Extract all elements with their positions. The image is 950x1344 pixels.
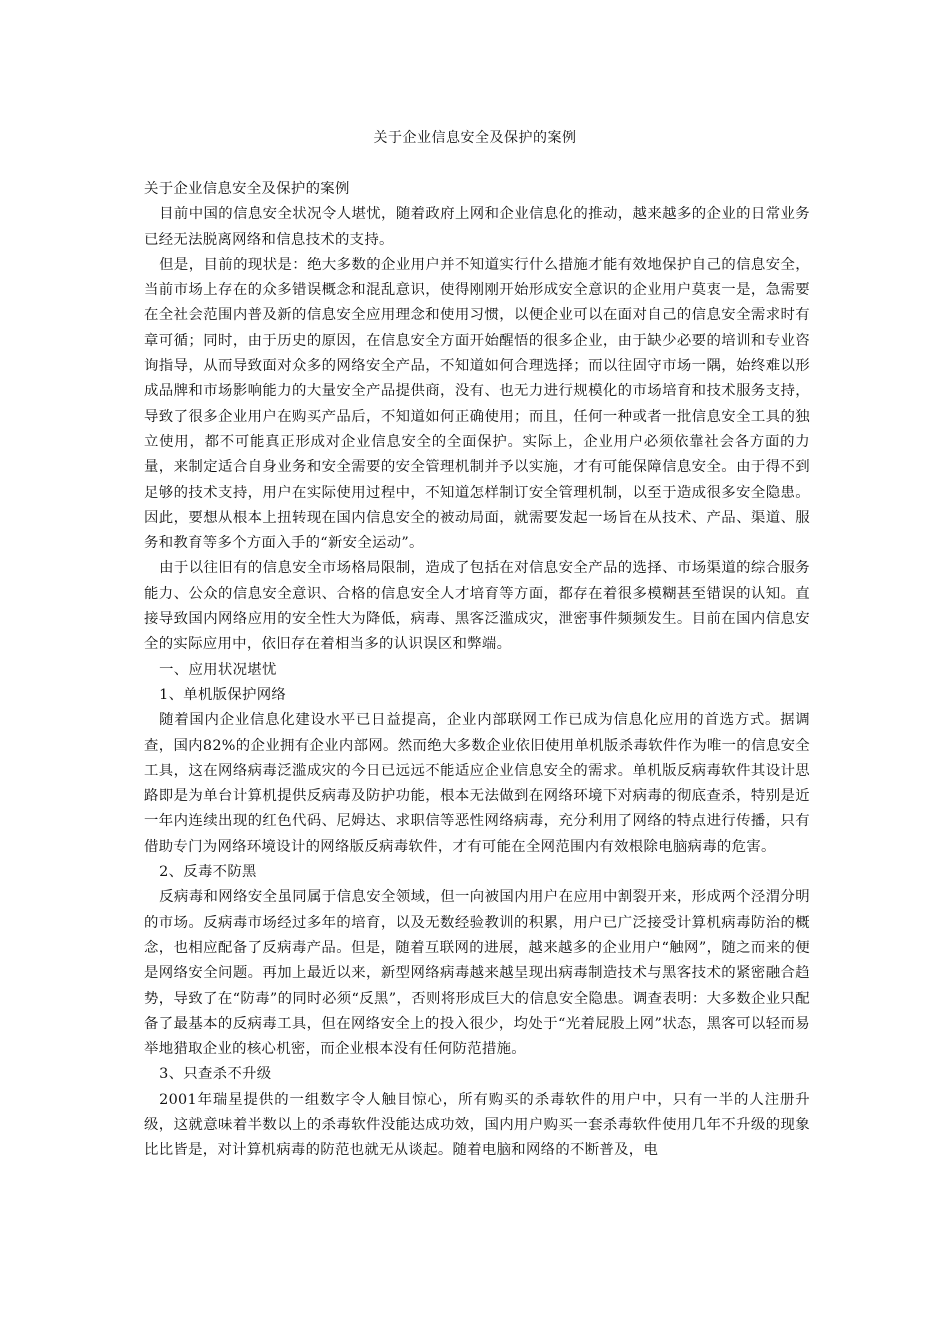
- paragraph: 关于企业信息安全及保护的案例: [144, 181, 350, 197]
- paragraph: 但是，目前的现状是：绝大多数的企业用户并不知道实行什么措施才能有效地保护自己的信息安全，当前市场上存在的众多错误概念和混乱意识，使得刚刚开始形成安全意识的企业用户莫衷一是，急需要在全社会范围内普及新的信息安全应用理念和使用习惯，以便企业可以在面对自己的信息安全需求时有章可循；同时，由于历史的原因，在信息安全方面开始醒悟的很多企业，由于缺少必要的培训和专业咨询指导，从而导致面对众多的网络安全产品，不知道如何合理选择；而以往固守市场一隅，始终难以形成品牌和市场影响能力的大量安全产品提供商，没有、也无力进行规模化的市场培育和技术服务支持，导致了很多企业用户在购买产品后，不知道如何正确使用；而且，任何一种或者一批信息安全工具的独立使用，都不可能真正形成对企业信息安全的全面保护。实际上，企业用户必须依靠社会各方面的力量，来制定适合自身业务和安全需要的安全管理机制并予以实施，才有可能保障信息安全。由于得不到足够的技术支持，用户在实际使用过程中，不知道怎样制订安全管理机制，以至于造成很多安全隐患。 因此，要想从根本上扭转现在国内信息安全的被动局面，就需要发起一场旨在从技术、产品、渠道、服务和教育等多个方面入手的“新安全运动”。: [144, 256, 810, 552]
- subsection-heading: 3、只查杀不升级: [159, 1066, 272, 1083]
- subsection-heading: 1、单机版保护网络: [159, 686, 287, 703]
- paragraph: 反病毒和网络安全虽同属于信息安全领域，但一向被国内用户在应用中割裂开来，形成两个泾渭分明的市场。反病毒市场经过多年的培育，以及无数经验教训的积累，用户已广泛接受计算机病毒防治的概念，也相应配备了反病毒产品。但是，随着互联网的进展，越来越多的企业用户“触网”，随之而来的便是网络安全问题。再加上最近以来，新型网络病毒越来越呈现出病毒制造技术与黑客技术的紧密融合趋势，导致了在“防毒”的同时必须“反黑”，否则将形成巨大的信息安全隐患。调查表明：大多数企业只配备了最基本的反病毒工具，但在网络安全上的投入很少，均处于“光着屁股上网”状态，黑客可以轻而易举地猎取企业的核心机密，而企业根本没有任何防范措施。: [144, 889, 810, 1058]
- paragraph: 由于以往旧有的信息安全市场格局限制，造成了包括在对信息安全产品的选择、市场渠道的综合服务能力、公众的信息安全意识、合格的信息安全人才培育等方面，都存在着很多模糊甚至错误的认知。直接导致国内网络应用的安全性大为降低，病毒、黑客泛滥成灾，泄密事件频频发生。目前在国内信息安全的实际应用中，依旧存在着相当多的认识误区和弊端。: [144, 560, 810, 653]
- paragraph: 随着国内企业信息化建设水平已日益提高，企业内部联网工作已成为信息化应用的首选方式。据调查，国内82%的企业拥有企业内部网。然而绝大多数企业依旧使用单机版杀毒软件作为唯一的信息安全工具，这在网络病毒泛滥成灾的今日已远远不能适应企业信息安全的需求。单机版反病毒软件其设计思路即是为单台计算机提供反病毒及防护功能，根本无法做到在网络环境下对病毒的彻底查杀，特别是近一年内连续出现的红色代码、尼姆达、求职信等恶性网络病毒，充分利用了网络的特点进行传播，只有借助专门为网络环境设计的网络版反病毒软件，才有可能在全网范围内有效根除电脑病毒的危害。: [144, 712, 810, 855]
- document-title: 关于企业信息安全及保护的案例: [373, 130, 577, 146]
- document-body: [144, 177, 810, 1164]
- paragraph: 目前中国的信息安全状况令人堪忧，随着政府上网和企业信息化的推动，越来越多的企业的日常业务已经无法脱离网络和信息技术的支持。: [144, 206, 810, 248]
- paragraph: 2001年瑞星提供的一组数字令人触目惊心，所有购买的杀毒软件的用户中，只有一半的人注册升级，这就意味着半数以上的杀毒软件没能达成功效，国内用户购买一套杀毒软件使用几年不升级的现象比比皆是，对计算机病毒的防范也就无从谈起。随着电脑和网络的不断普及，电: [144, 1091, 810, 1159]
- section-heading: 一、应用状况堪忧: [159, 661, 277, 678]
- subsection-heading: 2、反毒不防黑: [159, 864, 257, 881]
